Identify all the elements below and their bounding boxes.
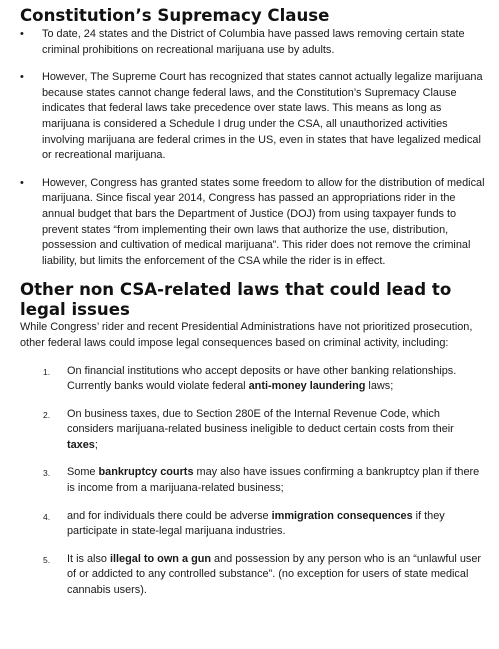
item-emphasis: illegal to own a gun <box>109 552 212 565</box>
item-number: 2. <box>43 409 51 420</box>
item-text: and possession by any person who is an “unlawful user of or addicted to any controlled substance”. (no exception for users of state medical cannabis users). <box>67 552 482 597</box>
bullet-item: • However, The Supreme Court has recognized that states cannot actually legalize marijuana because states cannot change federal laws, and the Constitution’s Supremacy Clause indicates that federal laws take precedence over state laws. This means as long as marijuana is considered a Schedule I drug under the CSA, all unauthorized activities involving marijuana are federal crimes in the US, even in states that have legalized medical or recreational marijuana. <box>20 70 489 164</box>
item-number: 1. <box>43 366 51 377</box>
item-text: On business taxes, due to Section 280E of the Internal Revenue Code, which considers marijuana-related business ineligible to deduct certain costs from their <box>67 407 454 436</box>
item-emphasis: bankruptcy courts <box>98 466 194 479</box>
numbered-item <box>20 552 489 599</box>
bullet-item: • However, Congress has granted states some freedom to allow for the distribution of medical marijuana. Since fiscal year 2014, Congress has passed an appropriations rider in the annual budget that bars the Department of Justice (DOJ) from using taxpayer funds to prevent states “from implementing their own laws that authorize the use, distribution, possession and cultivation of medical marijuana”. This rider does not remove the criminal liability, but limits the enforcement of the CSA while the rider is in effect. <box>20 176 489 270</box>
bullet-item: • To date, 24 states and the District of Columbia have passed laws removing certain state criminal prohibitions on recreational marijuana use by adults. <box>20 27 489 58</box>
section-title-other-laws: Other non CSA-related laws that could lead to legal issues <box>20 280 452 320</box>
numbered-item <box>20 407 489 454</box>
item-text: laws; <box>365 380 394 393</box>
item-number: 5. <box>43 554 51 565</box>
item-emphasis: immigration consequences <box>271 509 413 522</box>
numbered-item <box>20 364 489 395</box>
item-number: 3. <box>43 468 51 479</box>
item-text: It is also <box>67 552 110 565</box>
item-text: ; <box>94 438 98 451</box>
numbered-item <box>20 509 489 540</box>
other-laws-intro: While Congress’ rider and recent Presidential Administrations have not prioritized prosecution, other federal laws could impose legal consequences based on criminal activity, including: <box>20 321 473 349</box>
item-text: if they participate in state-legal marijuana industries. <box>67 509 445 538</box>
item-text: Some <box>67 466 99 479</box>
item-emphasis: taxes <box>67 438 95 451</box>
section-title-supremacy-clause: Constitution’s Supremacy Clause <box>20 6 330 25</box>
legal-issues-list <box>20 364 489 599</box>
item-text: may also have issues confirming a bankruptcy plan if there is income from a marijuana-related business; <box>67 466 480 495</box>
supremacy-bullet-list <box>20 27 489 269</box>
item-text: and for individuals there could be adverse <box>67 509 272 522</box>
item-emphasis: anti-money laundering <box>248 380 366 393</box>
numbered-item <box>20 465 489 496</box>
item-number: 4. <box>43 511 51 522</box>
item-text: On financial institutions who accept deposits or have other banking relationships. Currently banks would violate federal <box>67 364 457 393</box>
